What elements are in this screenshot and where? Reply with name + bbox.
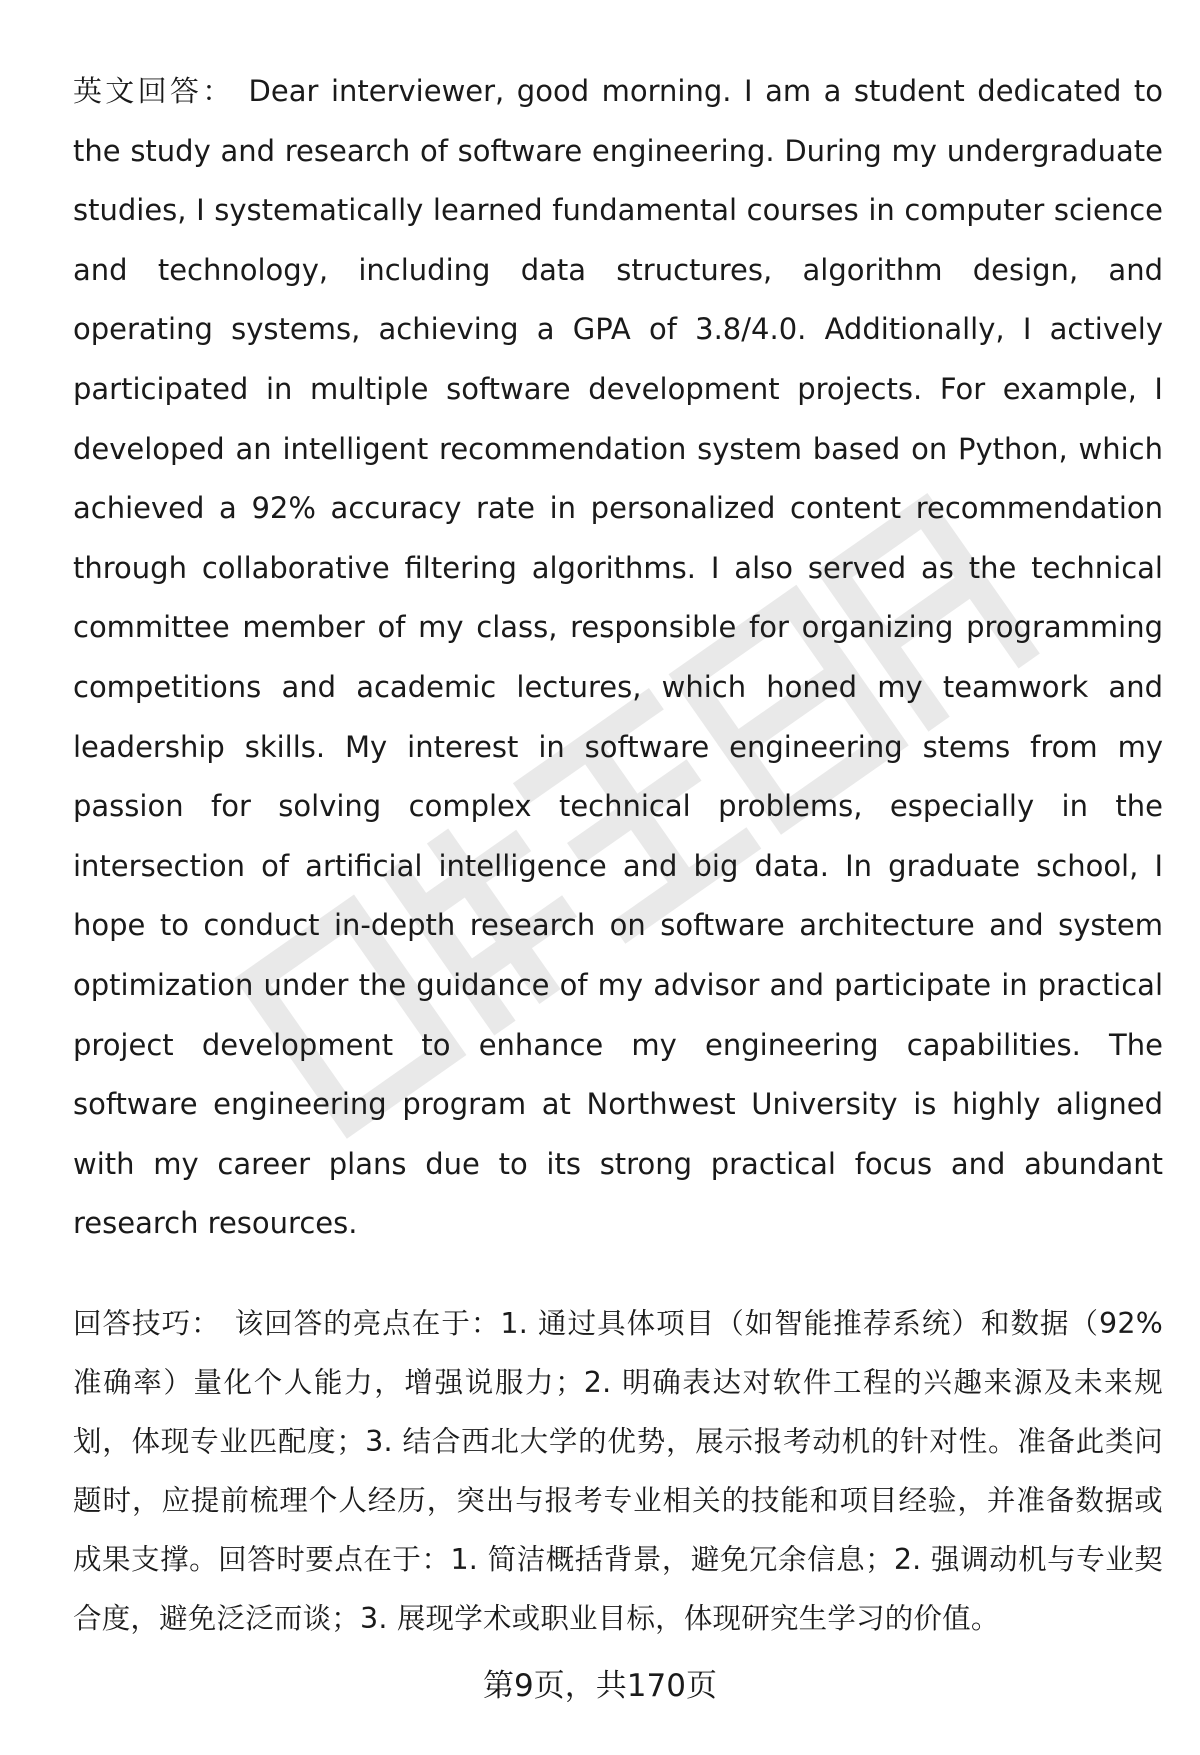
english-answer-paragraph [73,62,1163,1254]
answer-tips-text: 该回答的亮点在于：1. 通过具体项目（如智能推荐系统）和数据（92%准确率）量化个人能力，增强说服力；2. 明确表达对软件工程的兴趣来源及未来规划，体现专业匹配度；3. 结合西北大学的优势，展示报考动机的针对性。准备此类问题时，应提前梳理个人经历，突出与报考专业相关的技能和项目经验，并准备数据或成果支撑。回答时要点在于：1. 简洁概括背景，避免冗余信息；2. 强调动机与专业契合度，避免泛泛而谈；3. 展现学术或职业目标，体现研究生学习的价值。 [73,1306,1163,1635]
document-page [73,62,1163,1648]
english-answer-label: 英文回答： [73,74,235,108]
page-number: 第9页，共170页 [483,1668,717,1704]
english-answer-text: Dear interviewer, good morning. I am a student dedicated to the study and research of software engineering. During my undergraduate studies, I systematically learned fundamental courses in computer science and technology, including data structures, algorithm design, and operating systems, achieving a GPA of 3.8/4.0. Additionally, I actively participated in multiple software development projects. For example, I developed an intelligent recommendation system based on Python, which achieved a 92% accuracy rate in personalized content recommendation through collaborative filtering algorithms. I also served as the technical committee member of my class, responsible for organizing programming competitions and academic lectures, which honed my teamwork and leadership skills. My interest in software engineering stems from my passion for solving complex technical problems, especially in the intersection of artificial intelligence and big data. In graduate school, I hope to conduct in-depth research on software architecture and system optimization under the guidance of my advisor and participate in practical project development to enhance my engineering capabilities. The software engineering program at Northwest University is highly aligned with my career plans due to its strong practical focus and abundant research resources. [73,74,1163,1241]
answer-tips-label: 回答技巧： [73,1306,221,1340]
answer-tips-paragraph [73,1294,1163,1648]
